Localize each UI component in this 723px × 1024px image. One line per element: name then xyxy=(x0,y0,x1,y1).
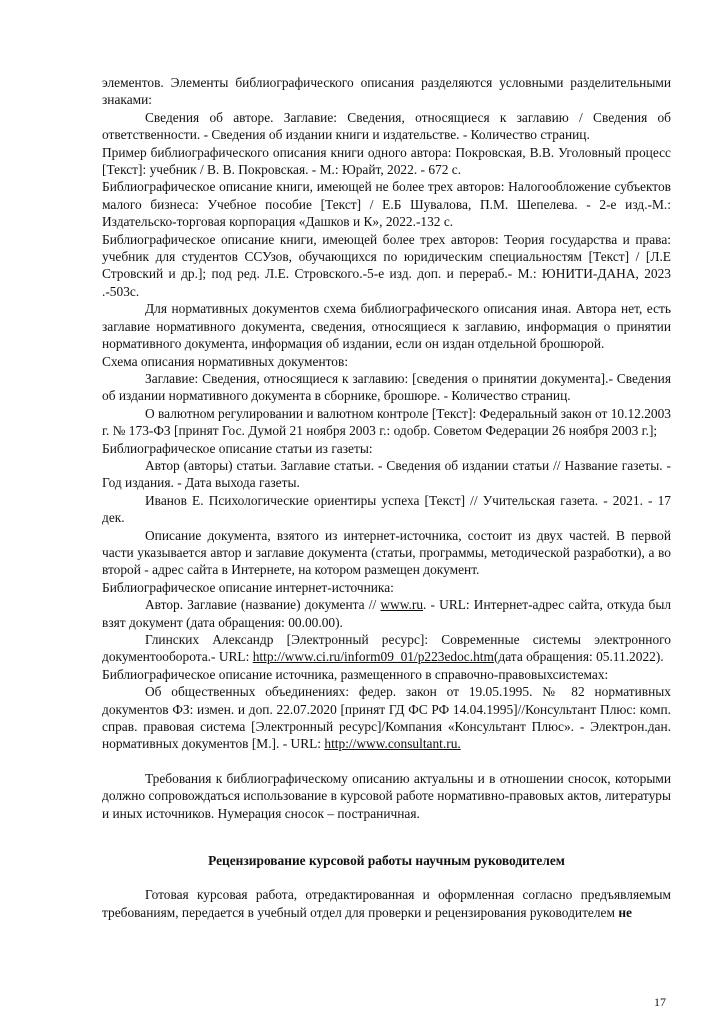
example-newspaper: Иванов Е. Психологические ориентиры успеха [Текст] // Учительская газета. - 2021. - 17 дек. xyxy=(102,492,671,526)
example-many-authors: Библиографическое описание книги, имеющей более трех авторов: Теория государства и права: учебник для студентов ССУзов, обучающихся по юридическим специальностям [Текст] / [Л.Е Стровский и др.]; под ред. Л.Е. Стровского.-5-е изд. доп. и перераб.- М.: ЮНИТИ-ДАНА, 2023 .-503с. xyxy=(102,231,671,299)
spacer xyxy=(102,822,671,852)
body-text xyxy=(102,74,671,921)
spacer xyxy=(102,869,671,886)
link-consultant-ru[interactable]: http://www.consultant.ru. xyxy=(324,736,461,752)
text-span: Автор. Заглавие (название) документа // xyxy=(145,597,381,613)
example-legal-system xyxy=(102,683,671,753)
text-span: Готовая курсовая работа, отредактированная и оформленная согласно предъявляемым требованиям, передается в учебный отдел для проверки и рецензирования руководителем xyxy=(102,887,671,920)
spacer xyxy=(102,753,671,770)
text-span: Об общественных объединениях: федер. закон от 19.05.1995. № 82 нормативных документов ФЗ: измен. и доп. 22.07.2020 [принят ГД ФС РФ 14.04.1995]//Консультант Плюс: комп. справ. правовая система [Электронный ресурс]/Компания «Консультант Плюс». - Электрон.дан. нормативных документов [М.]. - URL: xyxy=(102,684,671,752)
newspaper-scheme: Автор (авторы) статьи. Заглавие статьи. - Сведения об издании статьи // Название газеты. - Год издания. - Дата выхода газеты. xyxy=(102,457,671,491)
text-span: (дата обращения: 05.11.2022). xyxy=(493,649,664,665)
bold-text: не xyxy=(618,904,632,920)
link-ci-ru[interactable]: http://www.ci.ru/inform09_01/p223edoc.htm xyxy=(252,649,494,665)
example-three-authors: Библиографическое описание книги, имеющей не более трех авторов: Налогообложение субъектов малого бизнеса: Учебное пособие [Текст] / Е.Б Шувалова, П.М. Шепелева. - 2-е изд.-М.: Издательско-торговая корпорация «Дашков и К», 2022.-132 с. xyxy=(102,179,671,230)
text-span: Глинских Александр [Электронный ресурс]: Современные системы электронного документооборота.- URL: xyxy=(102,632,671,665)
page-number: 17 xyxy=(654,995,666,1009)
paragraph-internet-source: Описание документа, взятого из интернет-источника, состоит из двух частей. В первой части указывается автор и заглавие документа (статьи, программы, методической разработки), а во второй - адрес сайта в Интернете, на котором размещен документ. xyxy=(102,527,671,578)
paragraph-footnotes: Требования к библиографическому описанию актуальны и в отношении сносок, которыми должно сопровождаться использование в курсовой работе нормативно-правовых актов, литературы и иных источников. Нумерация сносок – постраничная. xyxy=(102,770,671,821)
paragraph-review xyxy=(102,886,671,921)
example-normative: О валютном регулировании и валютном контроле [Текст]: Федеральный закон от 10.12.2003 г. № 173-ФЗ [принят Гос. Думой 21 ноября 2003 г.: одобр. Советом Федерации 26 ноября 2003 г.]; xyxy=(102,405,671,439)
internet-scheme xyxy=(102,596,671,631)
example-internet xyxy=(102,631,671,666)
normative-scheme-label: Схема описания нормативных документов: xyxy=(102,353,349,369)
legal-system-label: Библиографическое описание источника, размещенного в справочно-правовыхсистемах: xyxy=(102,666,609,682)
text-span: . - URL: Интернет-адрес сайта, откуда был взят документ (дата обращения: 00.00.00). xyxy=(102,597,671,630)
example-single-author: Пример библиографического описания книги одного автора: Покровская, В.В. Уголовный процесс [Текст]: учебник / В. В. Покровская. - М.: Юрайт, 2022. - 672 с. xyxy=(102,144,671,178)
citation-scheme: Сведения об авторе. Заглавие: Сведения, относящиеся к заглавию / Сведения об ответственности. - Сведения об издании книги и издательстве. - Количество страниц. xyxy=(102,109,671,143)
paragraph-normative-docs: Для нормативных документов схема библиографического описания иная. Автора нет, есть заглавие нормативного документа, сведения, относящиеся к заглавию, информация о принятии нормативного документа, информация об издании, если он издан отдельной брошюрой. xyxy=(102,301,671,352)
internet-label: Библиографическое описание интернет-источника: xyxy=(102,579,394,595)
paragraph: элементов. Элементы библиографического описания разделяются условными разделительными знаками: xyxy=(102,75,671,108)
section-heading: Рецензирование курсовой работы научным руководителем xyxy=(208,853,565,869)
newspaper-label: Библиографическое описание статьи из газеты: xyxy=(102,440,373,456)
link-www-ru[interactable]: www.ru xyxy=(380,597,424,613)
normative-scheme: Заглавие: Сведения, относящиеся к заглавию: [сведения о принятии документа].- Сведения об издании нормативного документа в сборнике, брошюре. - Количество страниц. xyxy=(102,370,671,404)
